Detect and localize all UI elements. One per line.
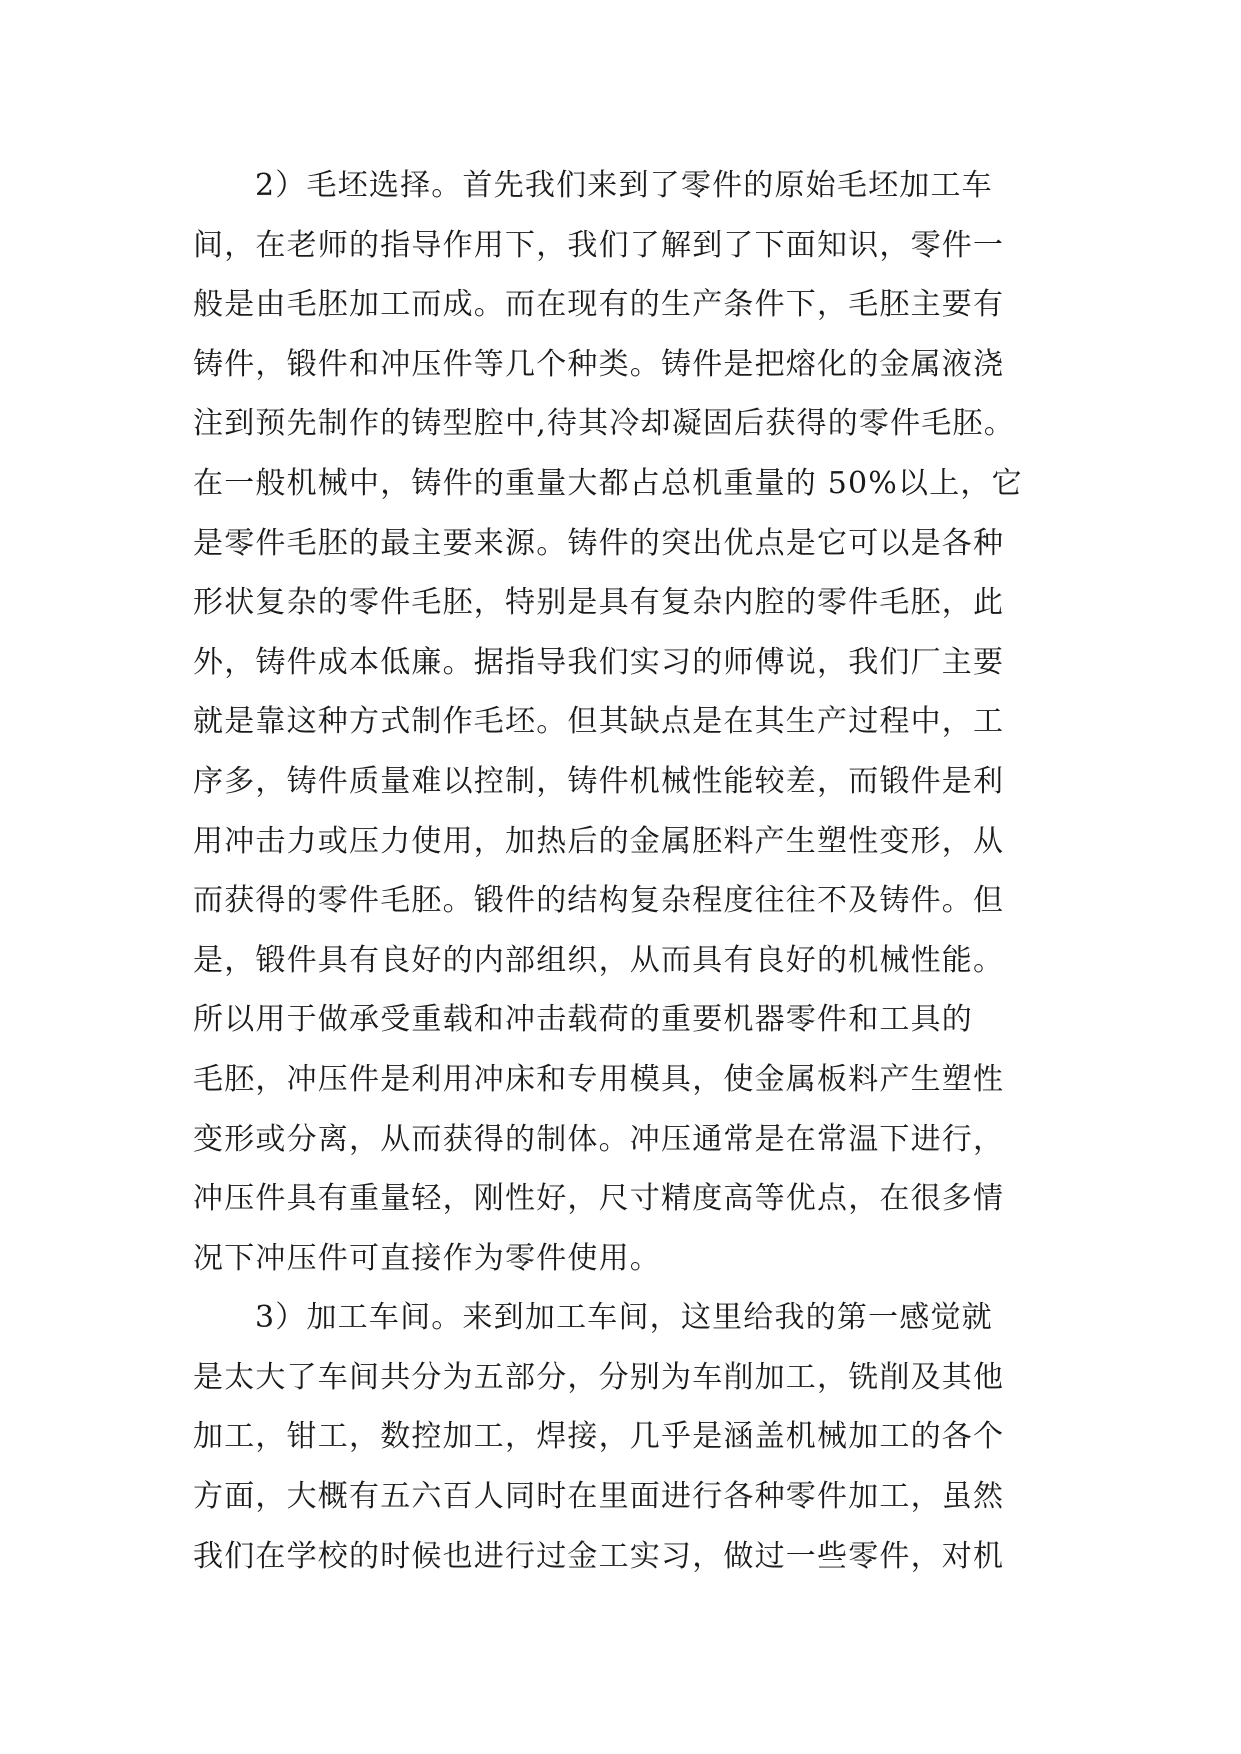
text-line: 序多，铸件质量难以控制，铸件机械性能较差，而锻件是利 <box>193 763 1005 799</box>
text-line: 铸件，锻件和冲压件等几个种类。铸件是把熔化的金属液浇 <box>193 346 1005 382</box>
text-line: 况下冲压件可直接作为零件使用。 <box>193 1240 661 1276</box>
text-line: 就是靠这种方式制作毛坯。但其缺点是在其生产过程中，工 <box>193 704 1005 740</box>
text-line: 在一般机械中，铸件的重量大都占总机重量的 50%以上，它 <box>193 465 1023 501</box>
text-line: 而获得的零件毛胚。锻件的结构复杂程度往往不及铸件。但 <box>193 883 1005 919</box>
text-line: 方面，大概有五六百人同时在里面进行各种零件加工，虽然 <box>193 1479 1005 1515</box>
paragraph-machining-workshop <box>193 1288 1053 1586</box>
text-line: 形状复杂的零件毛胚，特别是具有复杂内腔的零件毛胚，此 <box>193 585 1005 621</box>
text-line: 我们在学校的时候也进行过金工实习，做过一些零件，对机 <box>193 1538 1005 1574</box>
text-line: 是太大了车间共分为五部分，分别为车削加工，铣削及其他 <box>193 1359 1005 1395</box>
text-line: 是，锻件具有良好的内部组织，从而具有良好的机械性能。 <box>193 942 1005 978</box>
text-line: 般是由毛胚加工而成。而在现有的生产条件下，毛胚主要有 <box>193 287 1005 323</box>
text-line: 外，铸件成本低廉。据指导我们实习的师傅说，我们厂主要 <box>193 644 1005 680</box>
text-line: 加工，钳工，数控加工，焊接，几乎是涵盖机械加工的各个 <box>193 1419 1005 1455</box>
text-line: 注到预先制作的铸型腔中,待其冷却凝固后获得的零件毛胚。 <box>193 406 1015 442</box>
text-line: 所以用于做承受重载和冲击载荷的重要机器零件和工具的 <box>193 1002 973 1038</box>
text-line: 间，在老师的指导作用下，我们了解到了下面知识，零件一 <box>193 227 1005 263</box>
text-line: 冲压件具有重量轻，刚性好，尺寸精度高等优点，在很多情 <box>193 1181 1005 1217</box>
text-line: 毛胚，冲压件是利用冲床和专用模具，使金属板料产生塑性 <box>193 1061 1005 1097</box>
text-line: 用冲击力或压力使用，加热后的金属胚料产生塑性变形，从 <box>193 823 1005 859</box>
document-body <box>193 156 1053 1586</box>
text-line: 变形或分离，从而获得的制体。冲压通常是在常温下进行， <box>193 1121 1005 1157</box>
text-line: 3）加工车间。来到加工车间，这里给我的第一感觉就 <box>255 1300 993 1336</box>
text-line: 是零件毛胚的最主要来源。铸件的突出优点是它可以是各种 <box>193 525 1005 561</box>
paragraph-blank-selection <box>193 156 1053 1288</box>
text-line: 2）毛坯选择。首先我们来到了零件的原始毛坯加工车 <box>255 168 993 203</box>
